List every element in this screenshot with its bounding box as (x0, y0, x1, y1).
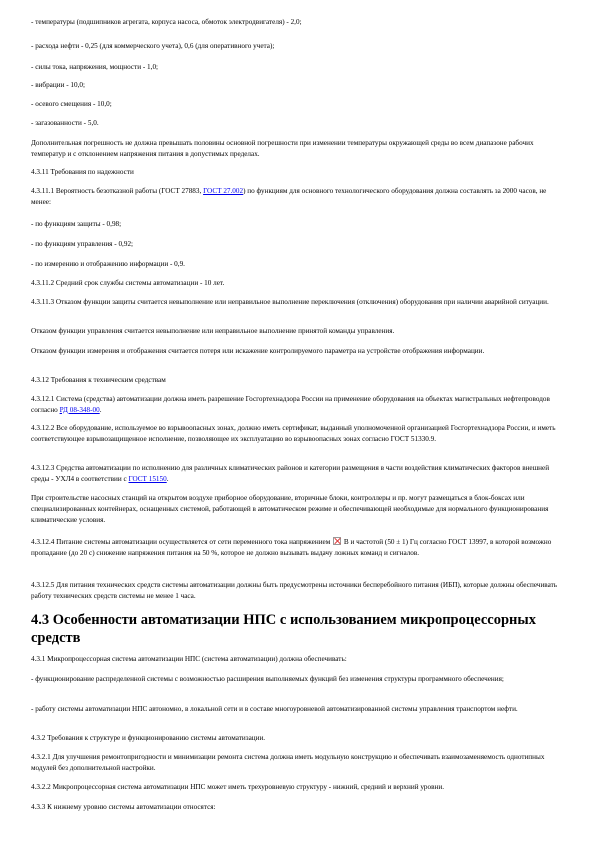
paragraph-text: 4.3.12.1 Система (средства) автоматизации должна иметь разрешение Госгортехнадзора России на применение оборудования на объектах магистральных нефтепроводов согласно (31, 395, 550, 414)
list-item: - загазованности - 5,0. (31, 119, 99, 127)
section-heading: 4.3.11 Требования по надежности (31, 168, 134, 176)
section-title: 4.3 Особенности автоматизации НПС с использованием микропроцессорных средств (31, 612, 536, 646)
paragraph-text: . (166, 475, 169, 483)
section-heading: 4.3.2 Требования к структуре и функционированию системы автоматизации. (31, 734, 266, 742)
paragraph: 4.3.1 Микропроцессорная система автоматизации НПС (система автоматизации) должна обеспечивать: (31, 655, 347, 663)
paragraph-text: 4.3.12.4 Питание системы автоматизации осуществляется от сети переменного тока напряжением (31, 538, 333, 546)
rd-08-348-00-link[interactable]: РД 08-348-00 (59, 406, 100, 414)
paragraph (31, 394, 565, 416)
paragraph (31, 537, 565, 559)
list-item: - по функциям управления - 0,92; (31, 240, 134, 248)
list-item: - расхода нефти - 0,25 (для коммерческого учета), 0,6 (для оперативного учета); (31, 42, 275, 50)
broken-image-icon (333, 537, 341, 545)
paragraph: 4.3.2.2 Микропроцессорная система автоматизации НПС может иметь трехуровневую структуру - нижний, средний и верхний уровни. (31, 783, 445, 791)
list-item: - температуры (подшипников агрегата, корпуса насоса, обмоток электродвигателя) - 2,0; (31, 18, 302, 26)
list-item: - по измерению и отображению информации - 0,9. (31, 260, 185, 268)
paragraph: При строительстве насосных станций на открытом воздухе приборное оборудование, вторичные блоки, контроллеры и пр. могут размещаться в блок-боксах или специализированных контейнерах, оснащенных системой, работающей в автоматическом режиме и обеспечивающей необходимые для нормального функционирования климатические условия. (31, 494, 549, 524)
paragraph-text: . (99, 406, 102, 414)
paragraph-text: 4.3.12.3 Средства автоматизации по исполнению для различных климатических районов и категории размещения в части воздействия климатических факторов внешней среды - УХЛ4 в соответствии с (31, 464, 550, 483)
list-item: - работу системы автоматизации НПС автономно, в локальной сети и в составе многоуровневой автоматизированной системы управления транспортом нефти. (31, 705, 518, 713)
section-heading: 4.3.12 Требования к техническим средствам (31, 376, 166, 384)
gost-15150-link[interactable]: ГОСТ 15150 (128, 475, 167, 483)
paragraph: 4.3.11.3 Отказом функции защиты считается невыполнение или неправильное выполнение переключения (отключения) оборудования при наличии аварийной ситуации. (31, 298, 549, 306)
paragraph (31, 463, 565, 485)
list-item: - по функциям защиты - 0,98; (31, 220, 122, 228)
list-item: - силы тока, напряжения, мощности - 1,0; (31, 63, 159, 71)
paragraph: Отказом функции управления считается невыполнение или неправильное выполнение принятой команды управления. (31, 327, 395, 335)
paragraph-text: В и частотой (50 ± 1) Гц согласно ГОСТ 13997, в которой возможно пропадание (до 20 с) снижение напряжения питания на 50 %, которое не должно вызывать выдачу ложных команд и сигналов. (31, 538, 552, 557)
gost-27-002-link[interactable]: ГОСТ 27.002 (203, 187, 244, 195)
paragraph: 4.3.12.5 Для питания технических средств системы автоматизации должны быть предусмотрены источники бесперебойного питания (ИБП), которые должны обеспечивать работу технических средств системы не менее 1 часа. (31, 581, 558, 600)
list-item: - вибрации - 10,0; (31, 81, 85, 89)
paragraph: Отказом функции измерения и отображения считается потеря или искажение контролируемого параметра на устройстве отображения информации. (31, 347, 485, 355)
paragraph: 4.3.3 К нижнему уровню системы автоматизации относятся: (31, 803, 216, 811)
paragraph-text: ) по функциям для основного технологического оборудования должна составлять за 2000 часов, не менее: (31, 187, 547, 206)
paragraph: 4.3.12.2 Все оборудование, используемое во взрывоопасных зонах, должно иметь сертификат, выданный уполномоченной организацией Госгортехнадзора России, и иметь соответствующее взрывозащищенное исполнение, позволяющее их эксплуатацию во взрывоопасных зонах согласно ГОСТ 51330.9. (31, 424, 556, 443)
paragraph: 4.3.11.2 Средний срок службы системы автоматизации - 10 лет. (31, 279, 225, 287)
paragraph-text: 4.3.11.1 Вероятность безотказной работы (ГОСТ 27883, (31, 187, 204, 195)
list-item: - осевого смещения - 10,0; (31, 100, 112, 108)
list-item: - функционирование распределенной системы с возможностью расширения выполняемых функций без изменения структуры программного обеспечения; (31, 675, 504, 683)
paragraph: 4.3.2.1 Для улучшения ремонтопригодности и минимизации ремонта система должна иметь модульную конструкцию и обеспечивать взаимозаменяемость однотипных модулей без дополнительной настройки. (31, 753, 545, 772)
paragraph (31, 186, 565, 208)
paragraph: Дополнительная погрешность не должна превышать половины основной погрешности при изменении температуры окружающей среды во всем диапазоне рабочих температур и с отклонением напряжения питания в допустимых пределах. (31, 139, 534, 158)
